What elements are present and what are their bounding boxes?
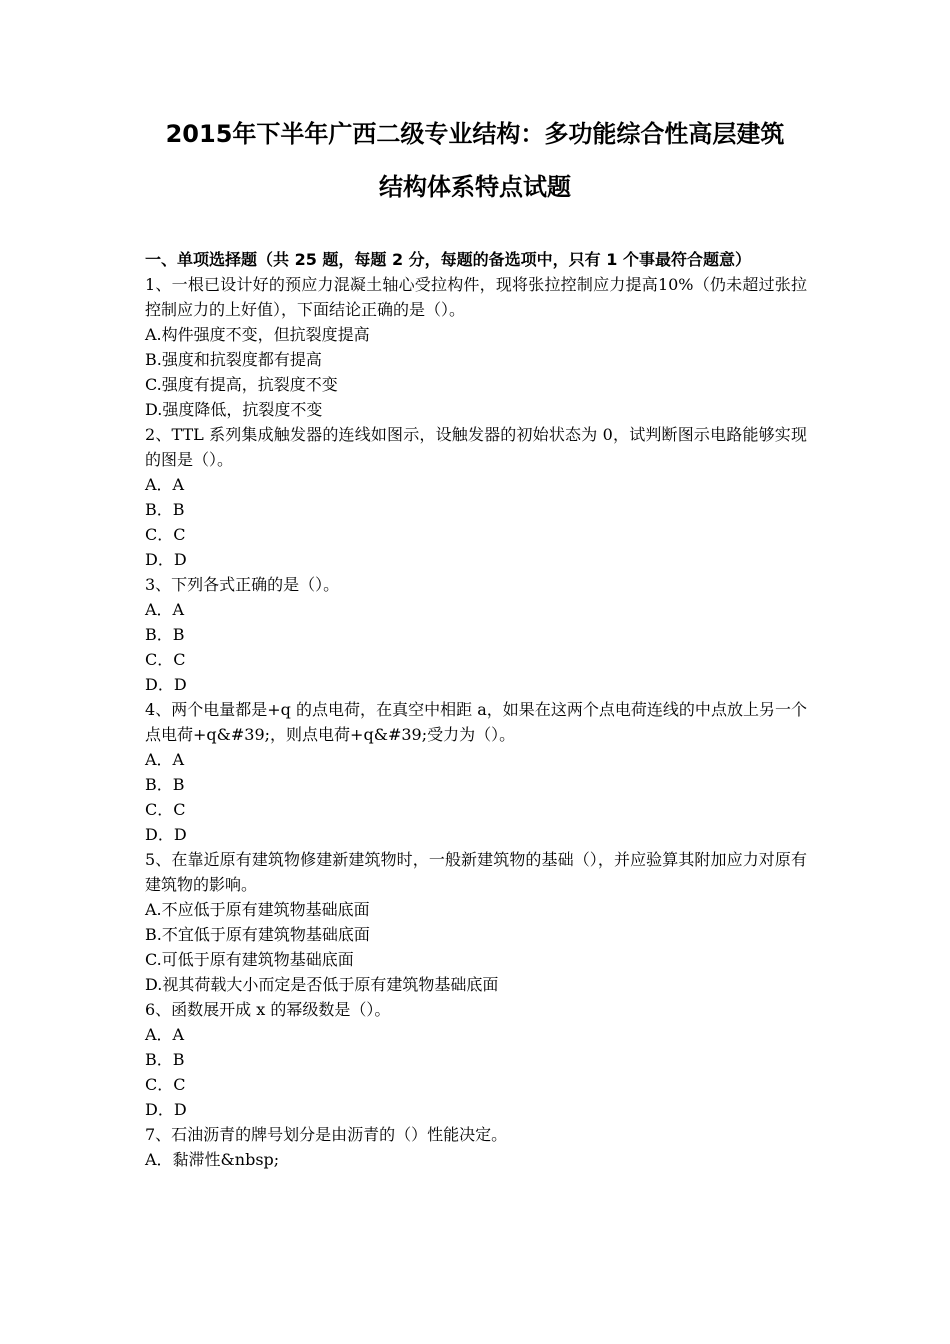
option-b: B．B xyxy=(145,1050,185,1069)
option-a: A．A xyxy=(145,1025,185,1044)
document-body xyxy=(145,247,807,1172)
option-d: D．D xyxy=(145,675,187,694)
question-1 xyxy=(145,272,807,422)
question-text: 6、函数展开成 x 的幂级数是（）。 xyxy=(145,1000,391,1019)
question-text: 1、一根已设计好的预应力混凝土轴心受拉构件，现将张拉控制应力提高10%（仍未超过张拉控制应力的上好值），下面结论正确的是（）。 xyxy=(145,275,807,319)
option-d: D.视其荷载大小而定是否低于原有建筑物基础底面 xyxy=(145,975,499,994)
document-title-line-2: 结构体系特点试题 xyxy=(379,173,571,201)
option-a: A．A xyxy=(145,750,185,769)
question-3 xyxy=(145,572,807,697)
option-a: A.构件强度不变，但抗裂度提高 xyxy=(145,325,370,344)
question-text: 2、TTL 系列集成触发器的连线如图示，设触发器的初始状态为 0，试判断图示电路能够实现的图是（）。 xyxy=(145,425,807,469)
option-b: B.强度和抗裂度都有提高 xyxy=(145,350,322,369)
option-a: A．A xyxy=(145,600,185,619)
option-b: B．B xyxy=(145,775,185,794)
question-5 xyxy=(145,847,807,997)
option-d: D．D xyxy=(145,550,187,569)
question-text: 3、下列各式正确的是（）。 xyxy=(145,575,340,594)
option-c: C.强度有提高，抗裂度不变 xyxy=(145,375,338,394)
option-d: D.强度降低，抗裂度不变 xyxy=(145,400,323,419)
document-title-line-1: 2015年下半年广西二级专业结构：多功能综合性高层建筑 xyxy=(165,120,785,148)
option-c: C.可低于原有建筑物基础底面 xyxy=(145,950,354,969)
question-4 xyxy=(145,697,807,847)
option-c: C．C xyxy=(145,650,186,669)
question-6 xyxy=(145,997,807,1122)
option-c: C．C xyxy=(145,525,186,544)
question-7 xyxy=(145,1122,807,1172)
option-c: C．C xyxy=(145,1075,186,1094)
option-b: B.不宜低于原有建筑物基础底面 xyxy=(145,925,370,944)
option-b: B．B xyxy=(145,500,185,519)
question-text: 4、两个电量都是+q 的点电荷，在真空中相距 a，如果在这两个点电荷连线的中点放上另一个点电荷+q&#39;，则点电荷+q&#39;受力为（）。 xyxy=(145,700,807,744)
option-a: A.不应低于原有建筑物基础底面 xyxy=(145,900,370,919)
option-a: A．黏滞性&nbsp; xyxy=(145,1150,280,1169)
section-heading: 一、单项选择题（共 25 题，每题 2 分，每题的备选项中，只有 1 个事最符合题意） xyxy=(145,250,751,269)
option-c: C．C xyxy=(145,800,186,819)
option-d: D．D xyxy=(145,825,187,844)
question-text: 5、在靠近原有建筑物修建新建筑物时，一般新建筑物的基础（），并应验算其附加应力对原有建筑物的影响。 xyxy=(145,850,807,894)
option-b: B．B xyxy=(145,625,185,644)
question-text: 7、石油沥青的牌号划分是由沥青的（）性能决定。 xyxy=(145,1125,508,1144)
question-2 xyxy=(145,422,807,572)
option-a: A．A xyxy=(145,475,185,494)
option-d: D．D xyxy=(145,1100,187,1119)
